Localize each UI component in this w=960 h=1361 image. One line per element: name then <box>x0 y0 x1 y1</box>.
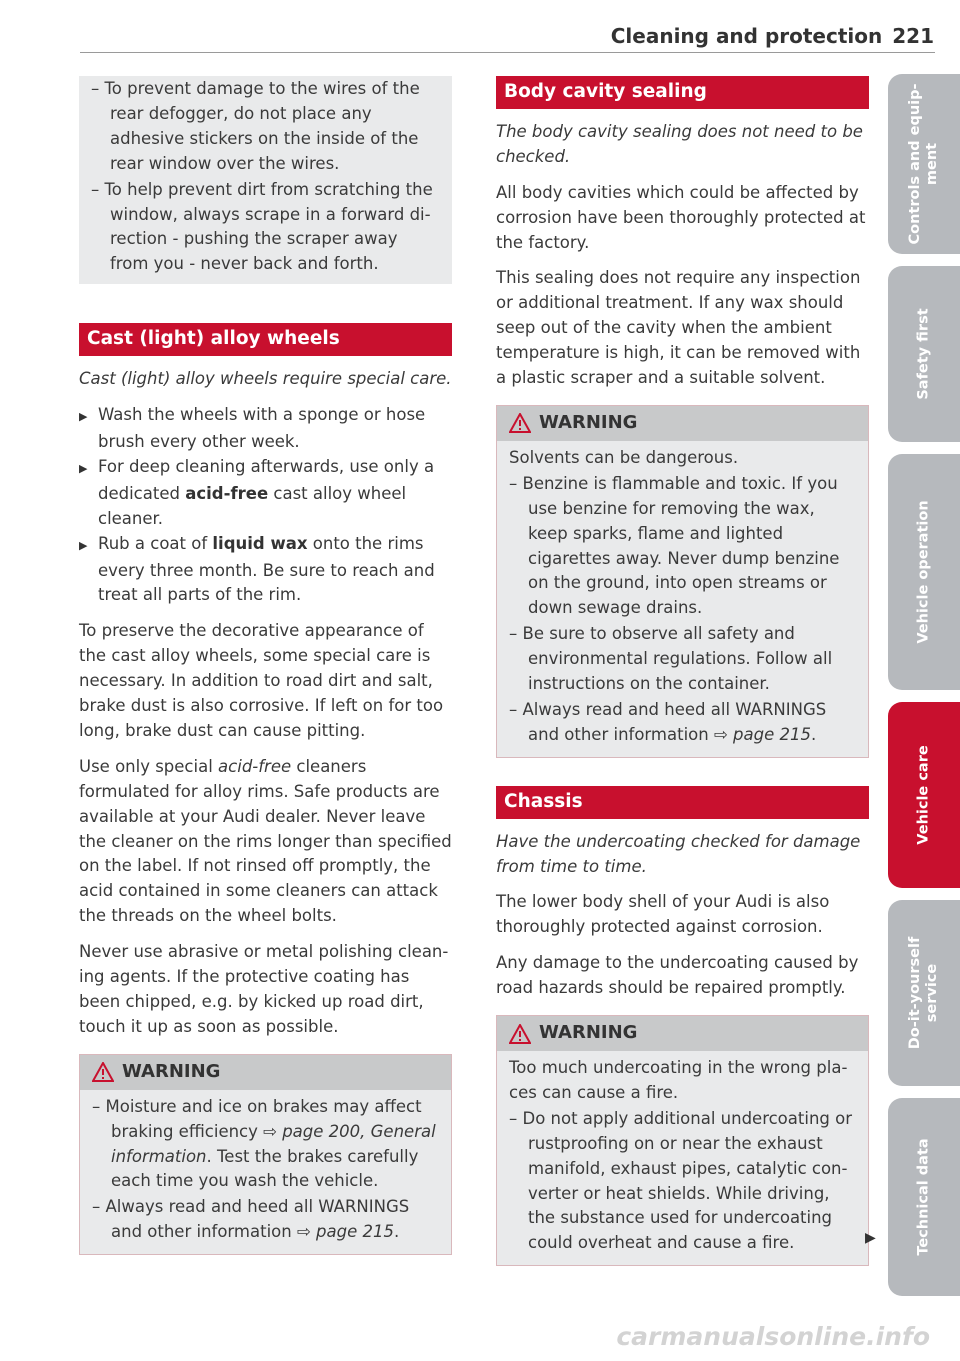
paragraph: All body cavities which could be affected by corrosion have been thoroughly protected at the factory. <box>496 182 866 252</box>
bullet-triangle-icon: ▶ <box>79 461 88 475</box>
page-reference-link[interactable]: ⇨ page 215 <box>296 1222 394 1242</box>
continue-arrow-icon: ▶ <box>865 1230 876 1246</box>
warning-triangle-icon <box>92 1062 114 1082</box>
list-item: ▶ Wash the wheels with a sponge or hose brush every other week. <box>79 405 426 451</box>
warning-lead: Too much undercoating in the wrong places can cause a fire. <box>509 1058 848 1102</box>
section-title: Cleaning and protection <box>610 24 883 48</box>
paragraph: This sealing does not require any inspection or additional treatment. If any wax should seep out of the cavity when the ambient temperature is high, it can be removed with a plastic scraper and a suitable solvent. <box>496 268 861 388</box>
list-item: ▶ Rub a coat of liquid wax onto the rims every three month. Be sure to reach and treat all parts of the rim. <box>79 533 435 605</box>
tab-technical-data[interactable] <box>888 1098 960 1296</box>
bullet-triangle-icon: ▶ <box>79 410 88 424</box>
warning-triangle-icon <box>509 413 531 433</box>
tab-vehicle-care[interactable] <box>888 702 960 888</box>
warning-item: – Always read and heed all WARNINGS and other information ⇨ page 215. <box>509 699 827 744</box>
paragraph: To preserve the decorative appearance of the cast alloy wheels, some special care is necessary. In addition to road dirt and salt, brake dust is also corrosive. If left on for too long, brake dust can cause pitting. <box>79 621 444 740</box>
header-rule <box>80 52 935 53</box>
paragraph: Never use abrasive or metal polishing cleaning agents. If the protective coating has been chipped, e.g. by kicked up road dirt, touch it up as soon as possible. <box>79 942 449 1036</box>
tab-do-it-yourself-service[interactable] <box>888 900 960 1086</box>
note-item: – To help prevent dirt from scratching the window, always scrape in a forward direction - pushing the scraper away from you - never back and forth. <box>91 179 433 274</box>
tab-controls-and-equipment[interactable] <box>888 74 960 254</box>
running-head <box>611 24 934 48</box>
warning-body <box>497 441 868 757</box>
section-intro: The body cavity sealing does not need to be checked. <box>496 121 863 166</box>
top-note-box <box>79 76 452 284</box>
tab-vehicle-operation[interactable] <box>888 454 960 690</box>
warning-item: – Benzine is flammable and toxic. If you use benzine for removing the wax, keep sparks, flame and lighted cigarettes away. Never dump benzine on the ground, into open streams or down sewage drains. <box>509 473 840 618</box>
tab-label: Do-it-yourself service <box>907 936 940 1050</box>
tab-label: Technical data <box>915 1138 932 1256</box>
warning-triangle-icon <box>509 1024 531 1044</box>
warning-item: – Always read and heed all WARNINGS and other information ⇨ page 215. <box>92 1197 410 1242</box>
warning-item: – Do not apply additional undercoating or rustproofing on or near the exhaust manifold, exhaust pipes, catalytic converter or heat shields. While driving, the substance used for undercoating could overheat and cause a fire. <box>509 1108 852 1253</box>
tab-label: Controls and equip- ment <box>907 83 940 245</box>
page-reference-link[interactable]: ⇨ page 215 <box>713 724 811 744</box>
tab-safety-first[interactable] <box>888 266 960 442</box>
section-heading-chassis: Chassis <box>496 786 869 819</box>
warning-lead: Solvents can be dangerous. <box>509 447 739 467</box>
warning-box <box>496 1015 869 1266</box>
right-column <box>496 76 869 1276</box>
warning-body <box>497 1051 868 1265</box>
warning-box <box>79 1054 452 1255</box>
note-item: – To prevent damage to the wires of the rear defogger, do not place any adhesive stickers on the inside of the rear window over the wires. <box>91 79 420 173</box>
paragraph: Any damage to the undercoating caused by road hazards should be repaired promptly. <box>496 953 859 998</box>
warning-header <box>497 406 868 441</box>
tab-label: Vehicle care <box>915 745 932 845</box>
section-intro: Have the undercoating checked for damage from time to time. <box>496 831 861 876</box>
warning-box <box>496 405 869 758</box>
bullet-triangle-icon: ▶ <box>79 538 88 552</box>
page-number: 221 <box>892 24 934 48</box>
warning-title: WARNING <box>539 411 638 433</box>
warning-title: WARNING <box>122 1060 221 1082</box>
warning-item: – Moisture and ice on brakes may affect braking efficiency ⇨ page 200, General information. Test the brakes carefully each time you wash the vehicle. <box>92 1096 436 1191</box>
footer-watermark: carmanualsonline.info <box>616 1322 930 1351</box>
page-reference-link[interactable]: ⇨ page 200, General information <box>111 1121 436 1166</box>
section-heading-body-cavity: Body cavity sealing <box>496 76 869 109</box>
tab-label: Safety first <box>915 308 932 400</box>
warning-item: – Be sure to observe all safety and environmental regulations. Follow all instructions on the container. <box>509 624 833 694</box>
paragraph: Use only special acid-free cleaners formulated for alloy rims. Safe products are available at your Audi dealer. Never leave the cleaner on the rims longer than specified on the label. If not rinsed off promptly, the acid contained in some cleaners can attack the threads on the wheel bolts. <box>79 756 452 926</box>
list-item: ▶ For deep cleaning afterwards, use only a dedicated acid-free cast alloy wheel cleaner. <box>79 456 435 528</box>
paragraph: The lower body shell of your Audi is also thoroughly protected against corrosion. <box>496 892 830 937</box>
warning-body <box>80 1090 451 1254</box>
warning-header <box>80 1055 451 1090</box>
bullet-list <box>79 403 452 608</box>
warning-title: WARNING <box>539 1022 638 1044</box>
section-intro: Cast (light) alloy wheels require special care. <box>79 369 452 389</box>
left-column <box>79 76 452 1265</box>
tab-label: Vehicle operation <box>915 500 932 644</box>
warning-header <box>497 1016 868 1051</box>
section-heading-wheels: Cast (light) alloy wheels <box>79 323 452 356</box>
